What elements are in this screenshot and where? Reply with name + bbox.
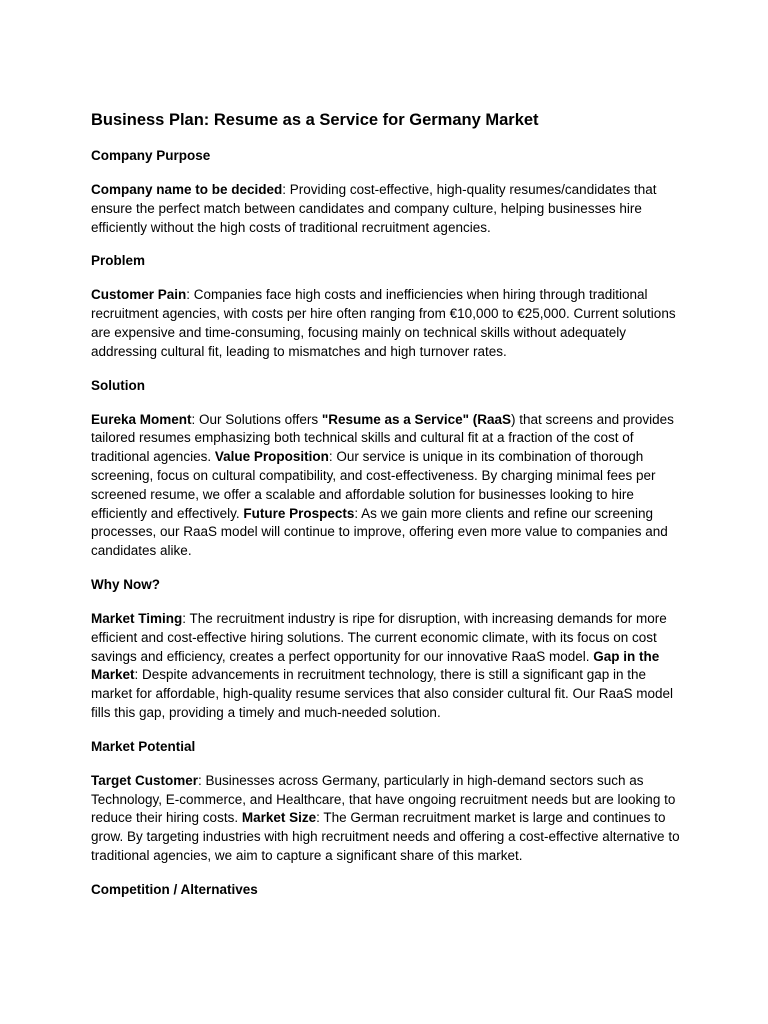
section-paragraph-why-now bbox=[91, 610, 683, 723]
section-heading-market-potential: Market Potential bbox=[91, 738, 196, 754]
bold-term: Gap in the Market bbox=[91, 648, 660, 683]
body-text: : The German recruitment market is large and continues to grow. By targeting industries with high recruitment needs and offering a cost-effective alternative to traditional agencies, we aim to capture a significant share of this market. bbox=[91, 810, 680, 863]
section-paragraph-problem bbox=[91, 286, 683, 361]
bold-term: Value Proposition bbox=[214, 449, 329, 465]
section-heading-problem: Problem bbox=[91, 253, 146, 269]
section-heading-competition-alternatives: Competition / Alternatives bbox=[91, 881, 258, 897]
body-text: : Our Solutions offers bbox=[191, 411, 322, 427]
body-text: ) that screens and provides tailored resumes emphasizing both technical skills and cultural fit at a fraction of the cost of traditional agencies. bbox=[91, 411, 674, 465]
document-title: Business Plan: Resume as a Service for Germany Market bbox=[91, 111, 539, 129]
section-heading-company-purpose: Company Purpose bbox=[91, 148, 211, 163]
body-text: : The recruitment industry is ripe for disruption, with increasing demands for more efficient and cost-effective hiring solutions. The current economic climate, with its focus on cost savings and efficiency, creates a perfect opportunity for our innovative RaaS model. bbox=[91, 610, 667, 664]
bold-term: Eureka Moment bbox=[91, 411, 192, 427]
bold-term: Market Timing bbox=[91, 610, 183, 626]
bold-term: Future Prospects bbox=[243, 505, 355, 521]
body-text: : Businesses across Germany, particularly in high-demand sectors such as Technology, E-commerce, and Healthcare, that have ongoing recruitment needs but are looking to reduce their hiring costs. bbox=[91, 772, 676, 826]
bold-term: Market Size bbox=[241, 810, 317, 826]
section-heading-solution: Solution bbox=[91, 377, 145, 393]
document-content bbox=[91, 109, 683, 915]
body-text: : Our service is unique in its combination of thorough screening, focus on cultural compatibility, and cost-effectiveness. By charging minimal fees per screened resume, we offer a scalable and affordable solution for businesses looking to hire efficiently and effectively. bbox=[91, 449, 656, 521]
bold-term: Company name to be decided bbox=[91, 182, 283, 197]
bold-term: Customer Pain bbox=[91, 287, 187, 303]
body-text: : Companies face high costs and inefficiencies when hiring through traditional recruitment agencies, with costs per hire often ranging from €10,000 to €25,000. Current solutions are expensive and time-consuming, focusing mainly on technical skills without adequately addressing cultural fit, leading to mismatches and high turnover rates. bbox=[91, 287, 676, 359]
section-paragraph-company-purpose bbox=[91, 181, 683, 237]
body-text: : As we gain more clients and refine our screening processes, our RaaS model will continue to improve, offering even more value to companies and candidates alike. bbox=[91, 505, 668, 559]
section-heading-why-now: Why Now? bbox=[91, 576, 160, 592]
section-paragraph-market-potential bbox=[91, 772, 683, 866]
bold-term: "Resume as a Service" (RaaS bbox=[321, 411, 512, 427]
body-text: : Despite advancements in recruitment technology, there is still a significant gap in the market for affordable, high-quality resume services that also consider cultural fit. Our RaaS model fills this gap, providing a timely and much-needed solution. bbox=[91, 667, 674, 720]
bold-term: Target Customer bbox=[91, 772, 199, 788]
body-text: : Providing cost-effective, high-quality resumes/candidates that ensure the perfect match between candidates and company culture, helping businesses hire efficiently without the high costs of traditional recruitment agencies. bbox=[91, 182, 657, 235]
section-paragraph-solution bbox=[91, 411, 683, 561]
